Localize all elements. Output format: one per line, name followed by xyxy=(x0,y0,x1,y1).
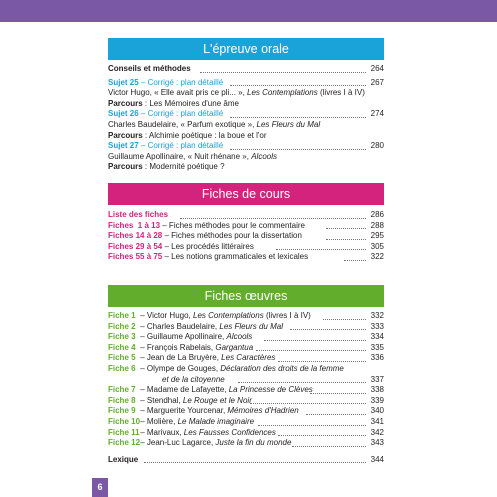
toc-row-hugo xyxy=(108,88,384,99)
toc-text: – Fiches méthodes pour le commentaire xyxy=(160,220,305,230)
toc-row-fiche-5[interactable] xyxy=(108,353,384,364)
dot-leader xyxy=(230,117,366,118)
section-epreuve-orale xyxy=(108,38,384,173)
toc-page: 338 xyxy=(370,385,384,395)
toc-text: – Olympe de Gouges, xyxy=(138,363,221,373)
toc-label: Fiches 1 à 13 xyxy=(108,220,161,230)
toc-label: Sujet 25 xyxy=(108,77,139,87)
toc-title: Les Fleurs du Mal xyxy=(256,119,321,129)
toc-label: Fiche 11 xyxy=(108,427,140,437)
toc-row-fiche-6[interactable] xyxy=(108,364,384,375)
dot-leader xyxy=(323,319,366,320)
section-fiches-oeuvres xyxy=(108,285,384,465)
dot-leader xyxy=(200,72,366,73)
toc-text: – Jean de La Bruyère, xyxy=(138,353,222,363)
toc-page: 288 xyxy=(370,220,384,230)
toc-page: 274 xyxy=(370,109,384,119)
toc-label: Parcours xyxy=(108,130,143,140)
toc-text: – Charles Baudelaire, xyxy=(138,321,220,331)
toc-row-fiche-4[interactable] xyxy=(108,343,384,354)
toc-row-liste[interactable] xyxy=(108,210,384,221)
toc-title: et de la citoyenne xyxy=(162,374,225,384)
toc-text: – Corrigé : plan détaillé xyxy=(138,77,224,87)
toc-page: 295 xyxy=(370,231,384,241)
toc-text: – Corrigé : plan détaillé xyxy=(138,141,224,151)
dot-leader xyxy=(250,403,366,404)
toc-page: 332 xyxy=(370,311,384,320)
toc-row-fiches-55-75[interactable] xyxy=(108,252,384,263)
toc-text: Victor Hugo, « Elle avait pris ce pli... », xyxy=(108,88,248,98)
toc-row-sujet-27[interactable] xyxy=(108,141,384,152)
toc-label: Parcours xyxy=(108,162,143,172)
dot-leader xyxy=(256,350,366,351)
toc-page: 342 xyxy=(370,427,384,437)
section-header-fiches-de-cours: Fiches de cours xyxy=(108,183,384,205)
toc-page: 336 xyxy=(370,353,384,363)
toc-title: Les Contemplations xyxy=(247,88,318,98)
toc-label: Fiche 9 xyxy=(108,406,136,416)
section-fiches-de-cours xyxy=(108,183,384,263)
toc-text: – Marguerite Yourcenar, xyxy=(138,406,228,416)
toc-page: 343 xyxy=(370,438,384,448)
toc-text: : Les Mémoires d'une âme xyxy=(142,98,239,108)
toc-row-baudelaire xyxy=(108,120,384,131)
toc-title: Les Fausses Confidences xyxy=(183,427,276,437)
toc-label: Fiche 1 xyxy=(108,311,136,320)
toc-text: (livres I à IV) xyxy=(317,88,365,98)
toc-text: – Victor Hugo, xyxy=(138,311,193,320)
toc-label: Fiche 12 xyxy=(108,438,141,448)
toc-label: Fiche 2 xyxy=(108,321,136,331)
dot-leader xyxy=(276,249,366,250)
toc-row-conseils[interactable] xyxy=(108,64,384,75)
toc-row-apollinaire xyxy=(108,152,384,163)
toc-text: – Corrigé : plan détaillé xyxy=(138,109,224,119)
toc-text: – François Rabelais, xyxy=(138,342,216,352)
dot-leader xyxy=(292,446,366,447)
dot-leader xyxy=(180,218,366,219)
toc-label: Fiche 8 xyxy=(108,395,136,405)
toc-title: Mémoires d'Hadrien xyxy=(227,406,299,416)
section-header-epreuve-orale: L'épreuve orale xyxy=(108,38,384,60)
toc-row-fiche-7[interactable] xyxy=(108,385,384,396)
toc-row-fiche-8[interactable] xyxy=(108,396,384,407)
toc-text: – Guillaume Apollinaire, xyxy=(138,332,227,342)
toc-title: Le Rouge et le Noir xyxy=(182,395,252,405)
toc-title: Déclaration des droits de la femme xyxy=(220,363,344,373)
toc-label: Fiche 6 xyxy=(108,363,136,373)
toc-title: Le Malade imaginaire xyxy=(177,416,255,426)
toc-text: – Marivaux, xyxy=(138,427,184,437)
toc-page: 341 xyxy=(370,416,384,426)
toc-page: 339 xyxy=(370,395,384,405)
toc-row-fiche-12[interactable] xyxy=(108,438,384,449)
toc-page: 337 xyxy=(370,374,384,384)
toc-row-parcours-26 xyxy=(108,131,384,142)
toc-page: 286 xyxy=(370,210,384,219)
toc-label: Lexique xyxy=(108,454,139,464)
dot-leader xyxy=(258,425,366,426)
toc-title: Alcools xyxy=(251,151,277,161)
dot-leader xyxy=(264,340,366,341)
dot-leader xyxy=(144,462,366,463)
toc-title: La Princesse de Clèves xyxy=(228,385,313,395)
toc-row-sujet-25[interactable] xyxy=(108,78,384,89)
toc-text: – Jean-Luc Lagarce, xyxy=(138,438,216,448)
toc-text: – Les notions grammaticales et lexicales xyxy=(162,252,309,262)
toc-text: – Molière, xyxy=(138,416,178,426)
top-color-band xyxy=(0,0,497,22)
toc-label: Fiche 4 xyxy=(108,342,136,352)
toc-row-fiche-3[interactable] xyxy=(108,332,384,343)
dot-leader xyxy=(238,382,366,383)
dot-leader xyxy=(278,361,366,362)
toc-label: Sujet 26 xyxy=(108,109,139,119)
toc-title: Juste la fin du monde xyxy=(215,438,292,448)
toc-row-fiches-14-28[interactable] xyxy=(108,231,384,242)
toc-row-fiche-10[interactable] xyxy=(108,417,384,428)
toc-row-fiches-29-54[interactable] xyxy=(108,242,384,253)
toc-text: : Modernité poétique ? xyxy=(142,162,225,172)
toc-label: Liste des fiches xyxy=(108,210,169,219)
toc-text: Guillaume Apollinaire, « Nuit rhénane », xyxy=(108,151,252,161)
toc-page: 333 xyxy=(370,321,384,331)
toc-label: Fiche 5 xyxy=(108,353,136,363)
toc-title: Alcools xyxy=(226,332,253,342)
toc-text: – Fiches méthodes pour la dissertation xyxy=(162,231,302,241)
page-number: 6 xyxy=(92,478,108,497)
toc-row-parcours-25 xyxy=(108,99,384,110)
toc-text: Charles Baudelaire, « Parfum exotique », xyxy=(108,119,257,129)
toc-text: – Madame de Lafayette, xyxy=(138,385,229,395)
toc-label: Sujet 27 xyxy=(108,141,139,151)
toc-page: 280 xyxy=(370,141,384,151)
toc-page: 334 xyxy=(370,332,384,342)
toc-page: 340 xyxy=(370,406,384,416)
toc-label: Fiche 7 xyxy=(108,385,136,395)
toc-title: Les Contemplations xyxy=(193,311,264,320)
dot-leader xyxy=(278,435,366,436)
dot-leader xyxy=(290,329,366,330)
toc-text: (livres I à IV) xyxy=(263,311,311,320)
toc-title: Les Caractères xyxy=(221,353,276,363)
toc-row-sujet-26[interactable] xyxy=(108,109,384,120)
toc-title: Gargantua xyxy=(215,342,254,352)
toc-label: Fiches 29 à 54 xyxy=(108,241,163,251)
toc-title: Les Fleurs du Mal xyxy=(219,321,283,331)
toc-label: Fiches 14 à 28 xyxy=(108,231,163,241)
toc-page: 264 xyxy=(370,64,384,73)
toc-row-fiche-1[interactable] xyxy=(108,311,384,322)
toc-page: 322 xyxy=(370,252,384,262)
dot-leader xyxy=(344,260,366,261)
toc-page: 344 xyxy=(370,454,384,464)
toc-page: 267 xyxy=(370,77,384,87)
dot-leader xyxy=(230,149,366,150)
toc-label: Fiche 3 xyxy=(108,332,136,342)
toc-page: 335 xyxy=(370,342,384,352)
toc-label: Parcours xyxy=(108,98,143,108)
toc-label: Fiches 55 à 75 xyxy=(108,252,163,262)
section-header-fiches-oeuvres: Fiches œuvres xyxy=(108,285,384,307)
toc-text: – Stendhal, xyxy=(138,395,183,405)
toc-row-fiches-1-13[interactable] xyxy=(108,221,384,232)
dot-leader xyxy=(326,239,366,240)
dot-leader xyxy=(326,228,366,229)
toc-label: Fiche 10 xyxy=(108,416,141,426)
dot-leader xyxy=(306,414,366,415)
toc-row-fiche-9[interactable] xyxy=(108,406,384,417)
toc-row-fiche-6-cont[interactable] xyxy=(108,375,384,386)
toc-text: : Alchimie poétique : la boue et l'or xyxy=(142,130,267,140)
toc-row-fiche-2[interactable] xyxy=(108,322,384,333)
toc-row-lexique[interactable] xyxy=(108,455,384,466)
toc-row-parcours-27 xyxy=(108,162,384,173)
toc-row-fiche-11[interactable] xyxy=(108,428,384,439)
dot-leader xyxy=(310,393,366,394)
toc-page: 305 xyxy=(370,241,384,251)
dot-leader xyxy=(230,85,366,86)
toc-text: – Les procédés littéraires xyxy=(162,241,254,251)
toc-label: Conseils et méthodes xyxy=(108,64,191,73)
